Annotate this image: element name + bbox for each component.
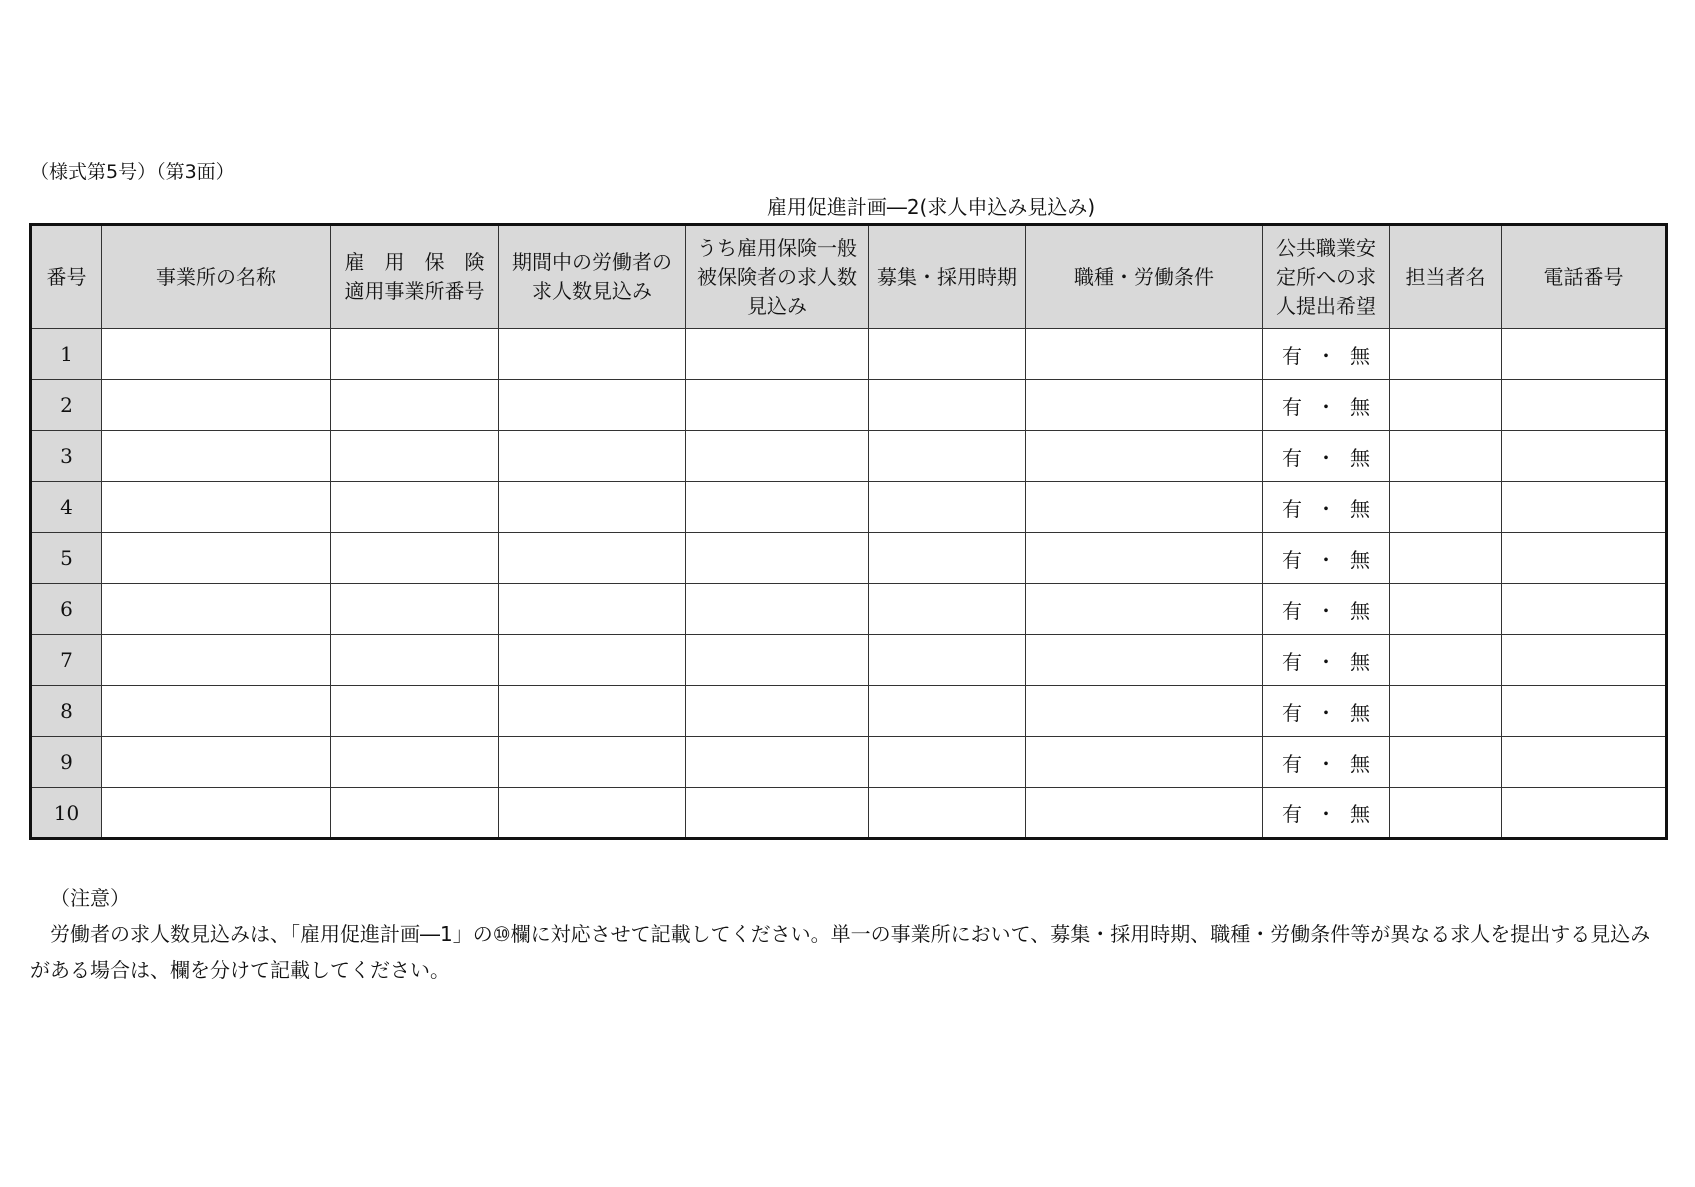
header-cell-recruit-period: 募集・採用時期 xyxy=(869,225,1026,329)
hope-separator: ・ xyxy=(1316,649,1336,674)
hope-no-option[interactable]: 無 xyxy=(1350,343,1370,368)
submission-hope-cell xyxy=(1263,533,1390,584)
hope-yes-option[interactable]: 有 xyxy=(1282,496,1302,521)
job-openings-field[interactable] xyxy=(499,737,686,788)
phone-field[interactable] xyxy=(1502,635,1667,686)
job-openings-field[interactable] xyxy=(499,635,686,686)
row-number: 1 xyxy=(31,329,102,380)
contact-person-field[interactable] xyxy=(1390,635,1502,686)
contact-person-field[interactable] xyxy=(1390,482,1502,533)
submission-hope-cell xyxy=(1263,380,1390,431)
submission-hope-cell xyxy=(1263,686,1390,737)
office-name-field[interactable] xyxy=(102,431,331,482)
header-cell-phone: 電話番号 xyxy=(1502,225,1667,329)
row-number: 10 xyxy=(31,788,102,839)
hope-yes-option[interactable]: 有 xyxy=(1282,700,1302,725)
job-conditions-field[interactable] xyxy=(1026,635,1263,686)
office-name-field[interactable] xyxy=(102,584,331,635)
contact-person-field[interactable] xyxy=(1390,686,1502,737)
hope-separator: ・ xyxy=(1316,394,1336,419)
contact-person-field[interactable] xyxy=(1390,584,1502,635)
header-cell-job-conditions: 職種・労働条件 xyxy=(1026,225,1263,329)
phone-field[interactable] xyxy=(1502,737,1667,788)
office-name-field[interactable] xyxy=(102,533,331,584)
submission-hope-cell xyxy=(1263,482,1390,533)
job-conditions-field[interactable] xyxy=(1026,329,1263,380)
hope-yes-option[interactable]: 有 xyxy=(1282,649,1302,674)
form-label: （様式第5号）（第3面） xyxy=(30,161,235,183)
job-conditions-field[interactable] xyxy=(1026,584,1263,635)
phone-field[interactable] xyxy=(1502,482,1667,533)
hope-yes-option[interactable]: 有 xyxy=(1282,343,1302,368)
recruit-period-field[interactable] xyxy=(869,482,1026,533)
header-cell-insured-openings: うち雇用保険一般 被保険者の求人数 見込み xyxy=(686,225,869,329)
hope-no-option[interactable]: 無 xyxy=(1350,700,1370,725)
header-cell-number: 番号 xyxy=(31,225,102,329)
recruit-period-field[interactable] xyxy=(869,533,1026,584)
notes-body: 労働者の求人数見込みは、「雇用促進計画―1」の⑩欄に対応させて記載してください。単一の事業所において、募集・採用時期、職種・労働条件等が異なる求人を提出する見込みがある場合は、欄を分けて記載してください。 xyxy=(30,922,1651,982)
contact-person-field[interactable] xyxy=(1390,380,1502,431)
contact-person-field[interactable] xyxy=(1390,737,1502,788)
insured-openings-field[interactable] xyxy=(686,737,869,788)
hope-yes-option[interactable]: 有 xyxy=(1282,598,1302,623)
office-name-field[interactable] xyxy=(102,380,331,431)
hope-yes-option[interactable]: 有 xyxy=(1282,547,1302,572)
hope-no-option[interactable]: 無 xyxy=(1350,547,1370,572)
hope-separator: ・ xyxy=(1316,802,1336,826)
insurance-number-field[interactable] xyxy=(331,584,499,635)
submission-hope-cell xyxy=(1263,431,1390,482)
insured-openings-field[interactable] xyxy=(686,584,869,635)
job-openings-field[interactable] xyxy=(499,482,686,533)
office-name-field[interactable] xyxy=(102,329,331,380)
hope-yes-option[interactable]: 有 xyxy=(1282,394,1302,419)
insurance-number-field[interactable] xyxy=(331,329,499,380)
hope-no-option[interactable]: 無 xyxy=(1350,445,1370,470)
recruit-period-field[interactable] xyxy=(869,737,1026,788)
hope-no-option[interactable]: 無 xyxy=(1350,496,1370,521)
row-number: 4 xyxy=(31,482,102,533)
contact-person-field[interactable] xyxy=(1390,329,1502,380)
hope-separator: ・ xyxy=(1316,343,1336,368)
recruit-period-field[interactable] xyxy=(869,380,1026,431)
hope-no-option[interactable]: 無 xyxy=(1350,751,1370,776)
table-header-row xyxy=(31,225,1667,329)
hope-separator: ・ xyxy=(1316,598,1336,623)
insured-openings-field[interactable] xyxy=(686,533,869,584)
office-name-field[interactable] xyxy=(102,686,331,737)
submission-hope-cell xyxy=(1263,329,1390,380)
table-row xyxy=(31,737,1667,788)
table-row xyxy=(31,431,1667,482)
notes-section xyxy=(30,880,1670,988)
row-number: 2 xyxy=(31,380,102,431)
hope-yes-option[interactable]: 有 xyxy=(1282,802,1302,826)
phone-field[interactable] xyxy=(1502,329,1667,380)
row-number: 6 xyxy=(31,584,102,635)
insured-openings-field[interactable] xyxy=(686,482,869,533)
insured-openings-field[interactable] xyxy=(686,431,869,482)
insured-openings-field[interactable] xyxy=(686,380,869,431)
row-number: 8 xyxy=(31,686,102,737)
insurance-number-field[interactable] xyxy=(331,737,499,788)
header-cell-insurance-number: 雇 用 保 険 適用事業所番号 xyxy=(331,225,499,329)
recruit-period-field[interactable] xyxy=(869,686,1026,737)
header-cell-submission-hope: 公共職業安 定所への求 人提出希望 xyxy=(1263,225,1390,329)
row-number: 5 xyxy=(31,533,102,584)
job-conditions-field[interactable] xyxy=(1026,482,1263,533)
insurance-number-field[interactable] xyxy=(331,482,499,533)
recruit-period-field[interactable] xyxy=(869,584,1026,635)
job-openings-field[interactable] xyxy=(499,431,686,482)
hope-separator: ・ xyxy=(1316,751,1336,776)
submission-hope-cell xyxy=(1263,737,1390,788)
job-openings-field[interactable] xyxy=(499,686,686,737)
hope-yes-option[interactable]: 有 xyxy=(1282,445,1302,470)
recruitment-plan-table xyxy=(29,223,1668,840)
contact-person-field[interactable] xyxy=(1390,788,1502,839)
recruit-period-field[interactable] xyxy=(869,635,1026,686)
phone-field[interactable] xyxy=(1502,686,1667,737)
insurance-number-field[interactable] xyxy=(331,686,499,737)
row-number: 7 xyxy=(31,635,102,686)
hope-no-option[interactable]: 無 xyxy=(1350,649,1370,674)
phone-field[interactable] xyxy=(1502,533,1667,584)
job-openings-field[interactable] xyxy=(499,788,686,839)
phone-field[interactable] xyxy=(1502,788,1667,839)
job-conditions-field[interactable] xyxy=(1026,533,1263,584)
insurance-number-field[interactable] xyxy=(331,788,499,839)
insurance-number-field[interactable] xyxy=(331,380,499,431)
submission-hope-cell xyxy=(1263,584,1390,635)
insured-openings-field[interactable] xyxy=(686,635,869,686)
insured-openings-field[interactable] xyxy=(686,329,869,380)
insured-openings-field[interactable] xyxy=(686,788,869,839)
hope-no-option[interactable]: 無 xyxy=(1350,802,1370,826)
recruit-period-field[interactable] xyxy=(869,431,1026,482)
header-cell-job-openings: 期間中の労働者の 求人数見込み xyxy=(499,225,686,329)
hope-no-option[interactable]: 無 xyxy=(1350,394,1370,419)
recruit-period-field[interactable] xyxy=(869,788,1026,839)
job-openings-field[interactable] xyxy=(499,329,686,380)
hope-separator: ・ xyxy=(1316,496,1336,521)
hope-separator: ・ xyxy=(1316,547,1336,572)
office-name-field[interactable] xyxy=(102,482,331,533)
table-row xyxy=(31,584,1667,635)
recruit-period-field[interactable] xyxy=(869,329,1026,380)
job-openings-field[interactable] xyxy=(499,380,686,431)
insurance-number-field[interactable] xyxy=(331,635,499,686)
phone-field[interactable] xyxy=(1502,431,1667,482)
insurance-number-field[interactable] xyxy=(331,431,499,482)
table-row xyxy=(31,329,1667,380)
hope-separator: ・ xyxy=(1316,700,1336,725)
hope-yes-option[interactable]: 有 xyxy=(1282,751,1302,776)
submission-hope-cell xyxy=(1263,788,1390,839)
notes-heading: （注意） xyxy=(50,886,130,910)
insured-openings-field[interactable] xyxy=(686,686,869,737)
form-title: 雇用促進計画―2(求人申込み見込み) xyxy=(766,195,1096,219)
job-conditions-field[interactable] xyxy=(1026,431,1263,482)
row-number: 9 xyxy=(31,737,102,788)
table-row xyxy=(31,482,1667,533)
phone-field[interactable] xyxy=(1502,380,1667,431)
table-row xyxy=(31,686,1667,737)
table-row xyxy=(31,635,1667,686)
submission-hope-cell xyxy=(1263,635,1390,686)
job-conditions-field[interactable] xyxy=(1026,737,1263,788)
header-cell-office-name: 事業所の名称 xyxy=(102,225,331,329)
office-name-field[interactable] xyxy=(102,635,331,686)
row-number: 3 xyxy=(31,431,102,482)
job-conditions-field[interactable] xyxy=(1026,380,1263,431)
insurance-number-field[interactable] xyxy=(331,533,499,584)
table-row xyxy=(31,533,1667,584)
table-row xyxy=(31,788,1667,839)
hope-no-option[interactable]: 無 xyxy=(1350,598,1370,623)
hope-separator: ・ xyxy=(1316,445,1336,470)
header-cell-contact-person: 担当者名 xyxy=(1390,225,1502,329)
job-conditions-field[interactable] xyxy=(1026,788,1263,839)
table-row xyxy=(31,380,1667,431)
office-name-field[interactable] xyxy=(102,737,331,788)
job-conditions-field[interactable] xyxy=(1026,686,1263,737)
office-name-field[interactable] xyxy=(102,788,331,839)
job-openings-field[interactable] xyxy=(499,584,686,635)
job-openings-field[interactable] xyxy=(499,533,686,584)
contact-person-field[interactable] xyxy=(1390,533,1502,584)
contact-person-field[interactable] xyxy=(1390,431,1502,482)
phone-field[interactable] xyxy=(1502,584,1667,635)
